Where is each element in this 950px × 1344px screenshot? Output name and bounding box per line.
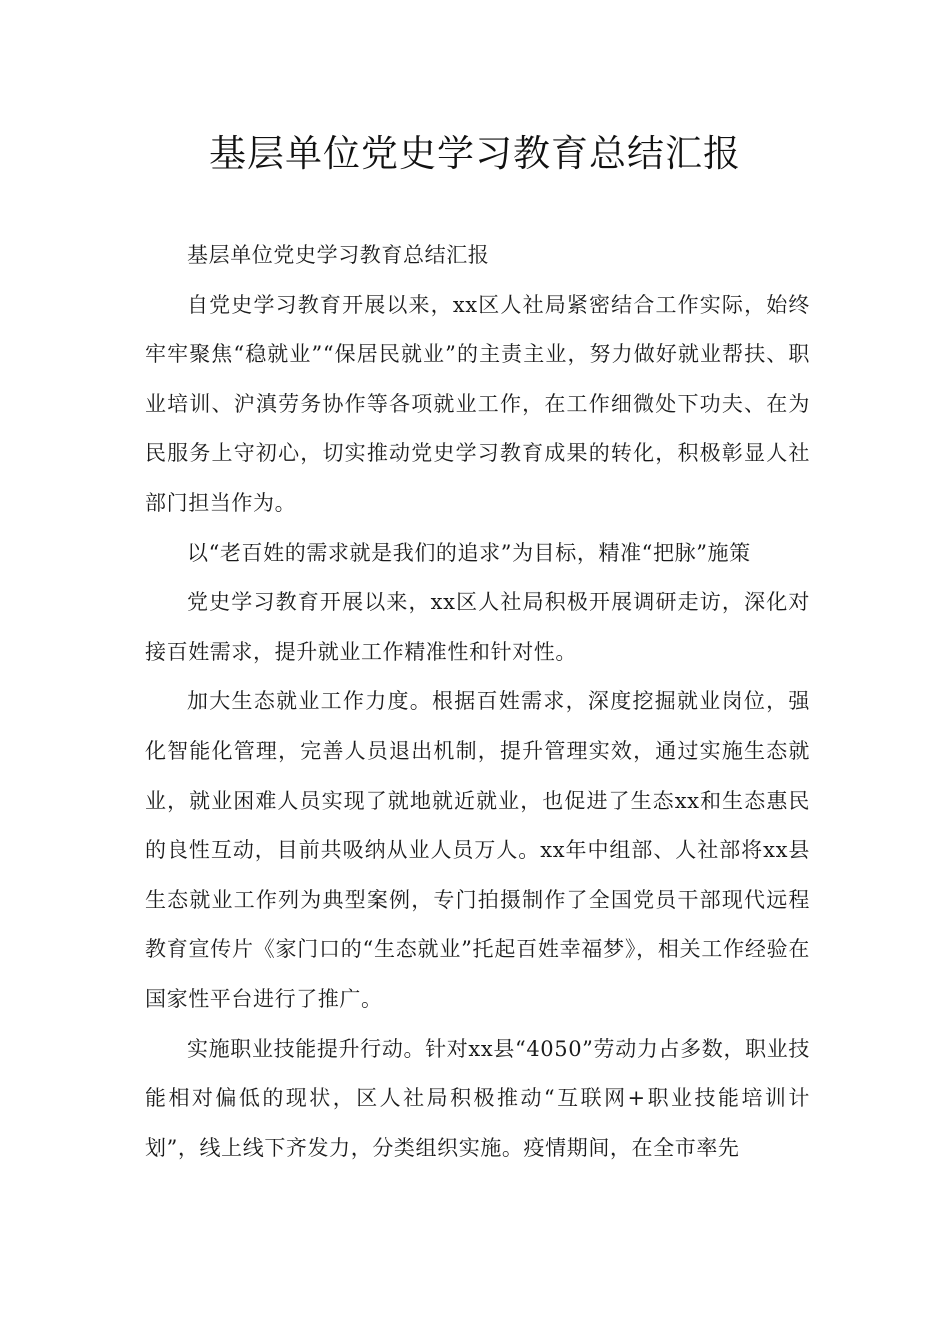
paragraph-section-heading: 以“老百姓的需求就是我们的追求”为目标，精准“把脉”施策 bbox=[187, 540, 751, 565]
paragraph-skills: 实施职业技能提升行动。针对xx县“4050”劳动力占多数，职业技能相对偏低的现状，区人社局积极推动“互联网+职业技能培训计划”，线上线下齐发力，分类组织实施。疫情期间，在全市率先 bbox=[145, 1036, 810, 1160]
document-body bbox=[145, 231, 810, 1173]
paragraph-subtitle: 基层单位党史学习教育总结汇报 bbox=[187, 243, 490, 267]
document-title: 基层单位党史学习教育总结汇报 bbox=[209, 132, 741, 175]
paragraph-eco-employment: 加大生态就业工作力度。根据百姓需求，深度挖掘就业岗位，强化智能化管理，完善人员退出机制，提升管理实效，通过实施生态就业，就业困难人员实现了就地就近就业，也促进了生态xx和生态惠民的良性互动，目前共吸纳从业人员万人。xx年中组部、人社部将xx县生态就业工作列为典型案例，专门拍摄制作了全国党员干部现代远程教育宣传片《家门口的“生态就业”托起百姓幸福梦》，相关工作经验在国家性平台进行了推广。 bbox=[145, 689, 810, 1011]
paragraph-intro: 自党史学习教育开展以来，xx区人社局紧密结合工作实际，始终牢牢聚焦“稳就业”“保居民就业”的主责主业，努力做好就业帮扶、职业培训、沪滇劳务协作等各项就业工作，在工作细微处下功夫、在为民服务上守初心，切实推动党史学习教育成果的转化，积极彰显人社部门担当作为。 bbox=[145, 292, 810, 515]
paragraph-research: 党史学习教育开展以来，xx区人社局积极开展调研走访，深化对接百姓需求，提升就业工作精准性和针对性。 bbox=[145, 590, 810, 664]
